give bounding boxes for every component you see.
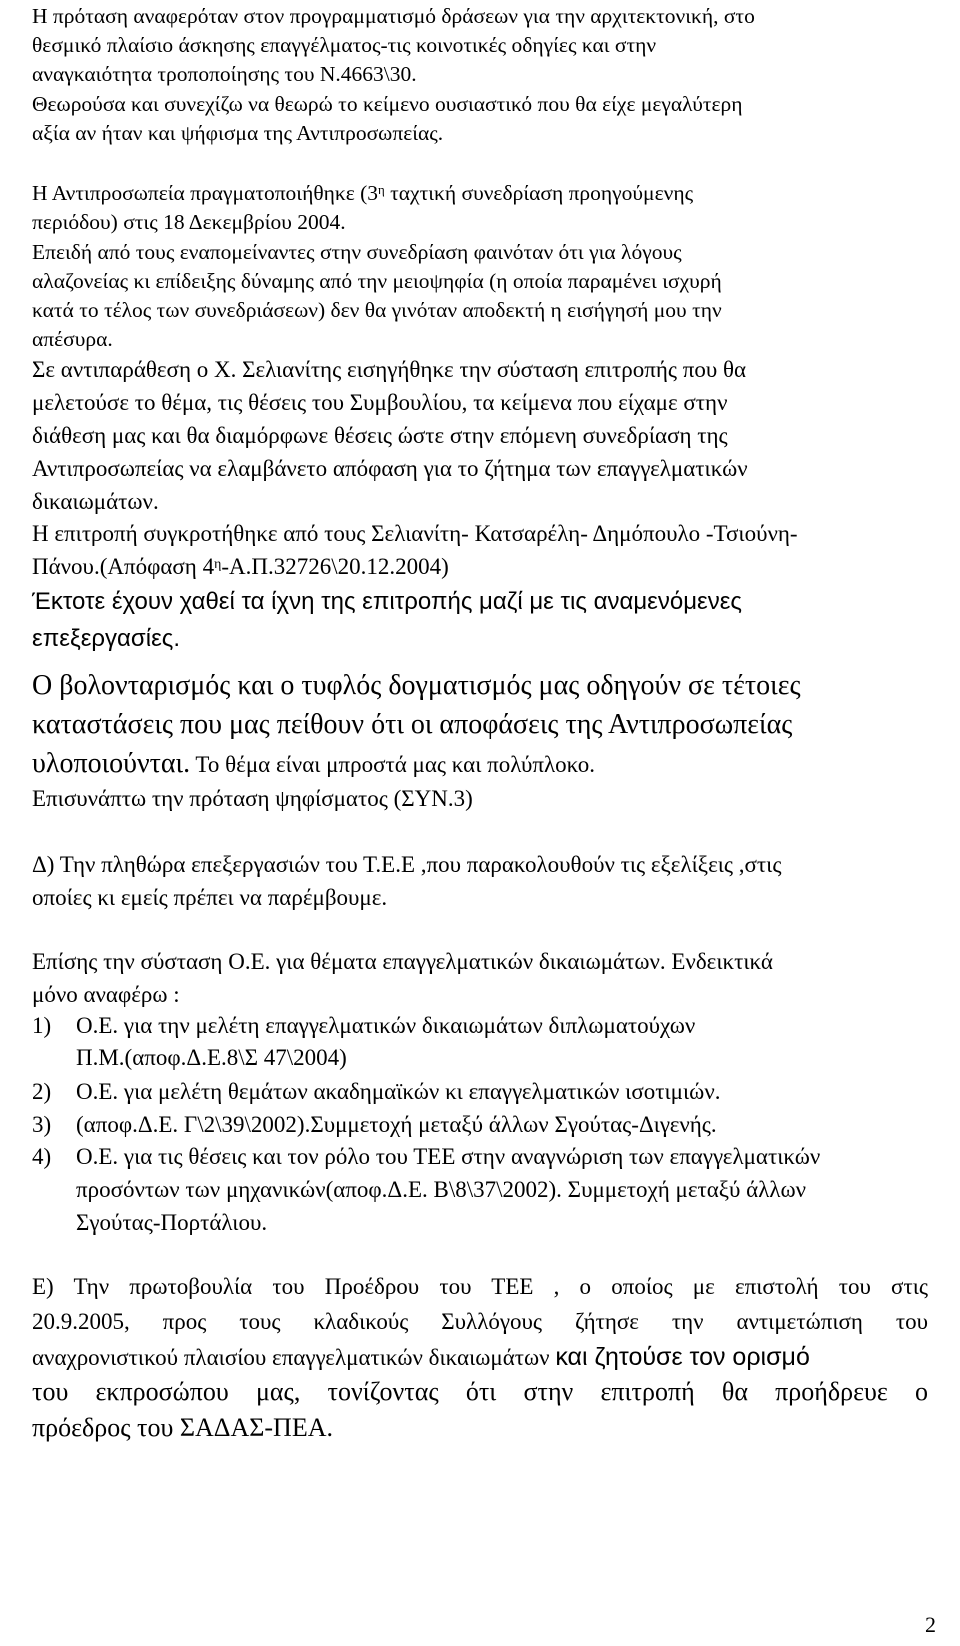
page-number: 2 <box>925 1612 936 1637</box>
list-item-line: Ο.Ε. για την μελέτη επαγγελματικών δικαιωμάτων διπλωματούχων <box>76 1013 696 1038</box>
paragraph-line: Έκτοτε έχουν χαθεί τα ίχνη της επιτροπής μαζί με τις αναμενόμενες <box>32 588 742 615</box>
paragraph-line: απέσυρα. <box>32 327 113 351</box>
paragraph-line: καταστάσεις που μας πείθουν ότι οι αποφάσεις της Αντιπροσωπείας <box>32 709 793 740</box>
list-item-line: προσόντων των μηχανικών(αποφ.Δ.Ε. Β\8\37\2002). Συμμετοχή μεταξύ άλλων <box>76 1177 807 1202</box>
paragraph-line: Ο βολονταρισμός και ο τυφλός δογματισμός μας οδηγούν σε τέτοιες <box>32 670 801 701</box>
paragraph-line: περιόδου) στις 18 Δεκεμβρίου 2004. <box>32 210 346 234</box>
paragraph-line: δικαιωμάτων. <box>32 489 159 514</box>
paragraph-line: 20.9.2005, προς τους κλαδικούς Συλλόγους ζήτησε την αντιμετώπιση του <box>32 1309 928 1334</box>
paragraph-line: Ε) Την πρωτοβουλία του Προέδρου του ΤΕΕ , ο οποίος με επιστολή του στις <box>32 1274 928 1299</box>
text-run: Η Αντιπροσωπεία πραγματοποιήθηκε (3 <box>32 181 379 205</box>
paragraph-line: αξία αν ήταν και ψήφισμα της Αντιπροσωπείας. <box>32 121 444 145</box>
list-item-number: 2) <box>32 1079 52 1104</box>
paragraph-line <box>32 555 449 578</box>
superscript: η <box>214 555 222 571</box>
list-item-number: 4) <box>32 1144 52 1169</box>
text-run: Πάνου.(Απόφαση 4 <box>32 554 215 579</box>
paragraph-line <box>32 1345 810 1370</box>
paragraph-line: Επίσης την σύσταση Ο.Ε. για θέματα επαγγελματικών δικαιωμάτων. Ενδεικτικά <box>32 949 773 974</box>
paragraph-line: Η πρόταση αναφερόταν στον προγραμματισμό δράσεων για την αρχιτεκτονική, στο <box>32 4 755 28</box>
paragraph-line <box>32 750 595 778</box>
paragraph-line: Επειδή από τους εναπομείναντες στην συνεδρίαση φαινόταν ότι για λόγους <box>32 240 682 264</box>
text-run: -Α.Π.32726\20.12.2004) <box>221 554 449 579</box>
list-item-number: 3) <box>32 1112 52 1137</box>
list-item-line: Π.Μ.(αποφ.Δ.Ε.8\Σ 47\2004) <box>76 1045 347 1070</box>
paragraph-line: Θεωρούσα και συνεχίζω να θεωρώ το κείμενο ουσιαστικό που θα είχε μεγαλύτερη <box>32 92 743 116</box>
text-run: ταχτική συνεδρίαση προηγούμενης <box>384 181 694 205</box>
paragraph-line: μόνο αναφέρω : <box>32 982 180 1007</box>
list-item-number: 1) <box>32 1013 52 1038</box>
list-item-line: Ο.Ε. για μελέτη θεμάτων ακαδημαϊκών κι επαγγελματικών ισοτιμιών. <box>76 1079 721 1104</box>
paragraph-line: του εκπροσώπου μας, τονίζοντας ότι στην επιτροπή θα προήδρευε ο <box>32 1377 928 1406</box>
paragraph-line: επεξεργασίες. <box>32 625 181 652</box>
list-item-line: (αποφ.Δ.Ε. Γ\2\39\2002).Συμμετοχή μεταξύ άλλων Σγούτας-Διγενής. <box>76 1112 717 1137</box>
paragraph-line <box>32 183 693 205</box>
text-run: Το θέμα είναι μπροστά μας και πολύπλοκο. <box>190 752 595 777</box>
paragraph-line: κατά το τέλος των συνεδριάσεων) δεν θα γινόταν αποδεκτή η εισήγησή μου την <box>32 298 722 322</box>
text-run: αναχρονιστικού πλαισίου επαγγελματικών δικαιωμάτων <box>32 1345 556 1370</box>
list-item-line: Ο.Ε. για τις θέσεις και τον ρόλο του ΤΕΕ στην αναγνώριση των επαγγελματικών <box>76 1144 821 1169</box>
paragraph-line: Σε αντιπαράθεση ο Χ. Σελιανίτης εισηγήθηκε την σύσταση επιτροπής που θα <box>32 357 747 382</box>
paragraph-line: αναγκαιότητα τροποποίησης του Ν.4663\30. <box>32 62 417 86</box>
paragraph-line: οποίες κι εμείς πρέπει να παρέμβουμε. <box>32 885 388 910</box>
paragraph-line: αλαζονείας κι επίδειξης δύναμης από την μειοψηφία (η οποία παραμένει ισχυρή <box>32 269 722 293</box>
paragraph-line: πρόεδρος του ΣΑΔΑΣ-ΠΕΑ. <box>32 1413 333 1442</box>
paragraph-line: μελετούσε το θέμα, τις θέσεις του Συμβουλίου, τα κείμενα που είχαμε στην <box>32 390 728 415</box>
paragraph-line: Δ) Την πληθώρα επεξεργασιών του Τ.Ε.Ε ,που παρακολουθούν τις εξελίξεις ,στις <box>32 852 782 877</box>
paragraph-line: θεσμικό πλαίσιο άσκησης επαγγέλματος-τις κοινοτικές οδηγίες και στην <box>32 33 657 57</box>
paragraph-line: Επισυνάπτω την πρόταση ψηφίσματος (ΣΥΝ.3) <box>32 786 473 811</box>
text-run: και ζητούσε τον ορισμό <box>555 1343 810 1371</box>
paragraph-line: διάθεση μας και θα διαμόρφωνε θέσεις ώστε στην επόμενη συνεδρίαση της <box>32 423 728 448</box>
list-item-line: Σγούτας-Πορτάλιου. <box>76 1210 268 1235</box>
paragraph-line: Η επιτροπή συγκροτήθηκε από τους Σελιανίτη- Κατσαρέλη- Δημόπουλο -Τσιούνη- <box>32 521 798 546</box>
text-run: υλοποιούνται. <box>32 748 191 779</box>
paragraph-line: Αντιπροσωπείας να ελαμβάνετο απόφαση για το ζήτημα των επαγγελματικών <box>32 456 748 481</box>
superscript: η <box>378 183 385 198</box>
